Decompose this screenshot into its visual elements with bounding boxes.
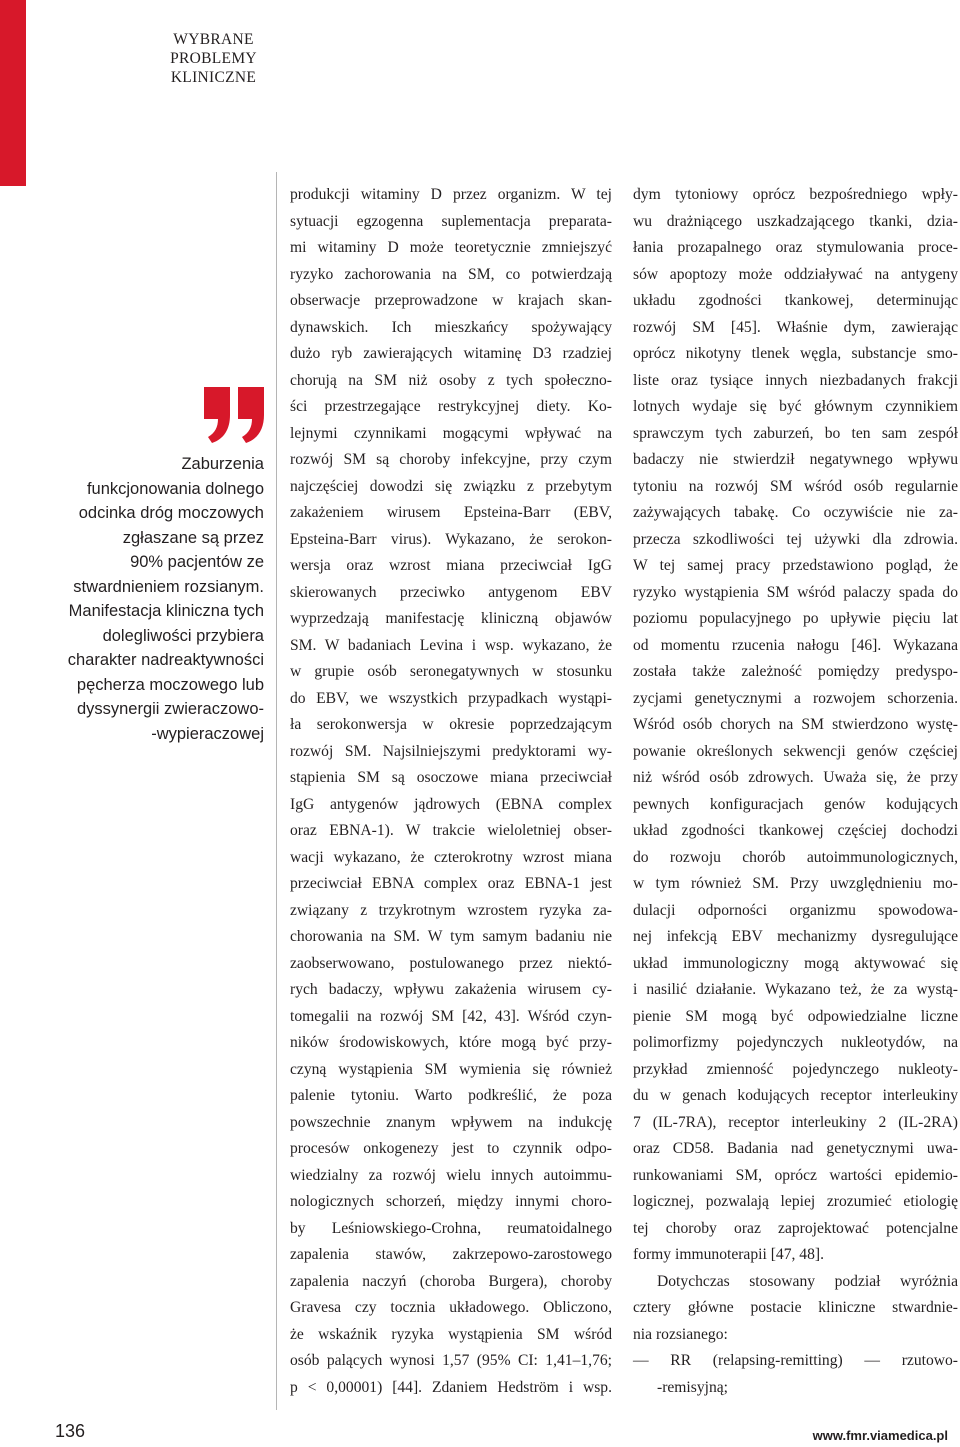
text-line: w grupie osób seronegatywnych w stosunku [290,663,612,680]
text-line: zapalenia naczyń (choroba Burgera), choroby [290,1272,612,1290]
text-line: związany z trzykrotnym wzrostem ryzyka za- [290,901,612,919]
text-line: przykład zmienność pojedynczego nukleoty- [633,1060,958,1078]
text-line: układ immunologiczny mogą aktywować się [633,954,958,972]
text-line: zażywających tabakę. Co oczywiście nie za- [633,504,958,521]
text-line: procesów onkogenezy jest to czynnik odpo- [290,1140,612,1157]
text-line: ników środowiskowych, które mogą być przy- [290,1034,612,1051]
accent-bar [0,0,26,186]
text-line: chorowania na SM. W tym samym badaniu nie [290,928,612,945]
text-line: dużo ryb zawierających witaminę D3 rzadziej [290,345,612,362]
page-number: 136 [55,1421,86,1441]
text-line: wersja oraz wzrost miana przeciwciał IgG [290,557,612,574]
text-line: sów apoptozy może oddziaływać na antygeny [633,265,958,283]
text-line: do EBV, we wszystkich przypadkach wystąpi- [290,689,612,707]
text-line: dynawskich. Ich mieszkańcy spożywający [290,318,612,336]
text-line: skierowanych przeciwko antygenom EBV [290,583,612,601]
text-line: Gravesa czy tocznia układowego. Obliczono, [290,1299,612,1316]
text-line: by Leśniowskiego-Crohna, reumatoidalnego [290,1219,612,1237]
text-line: obserwacje przeprowadzone w krajach skan- [290,292,612,309]
text-line: i nasilić działanie. Wykazano też, że za wystą- [633,981,958,998]
text-line: przeciwciał EBNA complex oraz EBNA-1 jest [290,875,612,892]
text-line: W tej samej pracy przedstawiono pogląd, że [633,557,958,574]
text-line: formy immunoterapii [47, 48]. [633,1246,824,1263]
text-line: rych badaczy, wpływu zakażenia wirusem cy- [290,981,612,998]
text-line: Epsteina-Barr virus). Wykazano, że serokon- [290,530,612,548]
text-line: sprawczym tych zaburzeń, bo ten sam zespół [633,424,958,442]
text-line: poziomu populacyjnego po upływie pięciu lat [633,610,958,627]
text-line: została także zależność pomiędzy predyspo- [633,663,958,680]
text-line: osób palących wynosi 1,57 (95% CI: 1,41–1,76; [290,1352,612,1369]
text-line: dulacji odporności organizmu spowodowa- [633,901,958,919]
text-line: wyprzedzają manifestację kliniczną objawów [290,610,612,627]
text-line: czyną wystąpienia SM wymienia się również [290,1060,612,1078]
text-line: łania prozapalnego oraz stymulowania proce- [633,239,958,256]
text-line: palenie tytoniu. Warto podkreślić, że poza [290,1087,612,1104]
text-line: zaobserwowano, postulowanego przez niektó- [290,954,612,972]
text-line: układu zgodności tkankowej, determinując [633,292,958,309]
text-line: oraz CD58. Badania nad genetycznymi uwa- [633,1140,958,1157]
text-line: niż wśród osób zdrowych. Uważa się, że przy [633,769,958,786]
text-line: sytuacji egzogenna suplementacja preparata- [290,212,612,230]
text-line: przecza szkodliwości tej używki dla zdrowia. [633,530,958,548]
text-line: powanie określonych sekwencji genów częściej [633,742,958,760]
text-line: stąpienia SM są osoczowe miana przeciwciał [290,769,612,786]
text-line: wacji wykazano, że czterokrotny wzrost miana [290,848,612,866]
text-line: Wśród osób chorych na SM stwierdzono wystę- [633,716,958,733]
text-line: lejnymi czynnikami mogącymi wpływać na [290,424,612,442]
website-url: www.fmr.viamedica.pl [812,1428,948,1443]
pull-quote: Zaburzenia funkcjonowania dolnego odcinka dróg moczowych zgłaszane są przez 90% pacjentów ze stwardnieniem rozsianym. Manifestacja kliniczna tych dolegliwości przybiera charakter nadreaktywności pęcherza moczowego lub dyssynergii zwieraczowo- -wypieraczowej [67,455,264,743]
text-line: pewnych konfiguracjach genów kodujących [633,795,958,813]
text-line: 7 (IL-7RA), receptor interleukiny 2 (IL-2RA) [633,1113,958,1131]
text-line: w tym również SM. Przy uwzględnieniu mo- [633,875,958,892]
text-line: oraz EBNA-1). W trakcie wieloletniej obser- [290,822,612,839]
text-line: liste oraz tysiące innych niezbadanych frakcji [633,371,958,389]
body-column-2 [633,182,958,1401]
text-line: runkowaniami SM, oprócz wartości epidemio- [633,1166,958,1184]
text-line: zapalenia stawów, zakrzepowo-zarostowego [290,1246,612,1263]
text-line: wu drażniącego uszkadzającego tkanki, dzia- [633,212,958,230]
text-line: układ zgodności tkankowej częściej dochodzi [633,822,958,839]
text-line: najczęściej dowodzi się związku z przebytym [290,477,612,495]
text-line: dym tytoniowy oprócz bezpośredniego wpły- [633,186,958,203]
text-line: pienie SM mogą być odpowiedzialne liczne [633,1007,958,1025]
text-line: cztery główne postacie kliniczne stwardnie- [633,1299,958,1316]
text-line: logicznej, pozwalają lepiej zrozumieć etiologię [633,1193,958,1210]
text-line: do rozwoju chorób autoimmunologicznych, [633,848,958,866]
body-column-1 [290,182,612,1401]
text-line: IgG antygenów jądrowych (EBNA complex [290,795,612,813]
text-line: nologicznych schorzeń, między innymi choro- [290,1193,612,1210]
list-item: — RR (relapsing-remitting) — rzutowo- [633,1352,958,1369]
text-line: mi witaminy D może teoretycznie zmniejszyć [290,239,612,256]
text-line: SM. W badaniach Levina i wsp. wykazano, że [290,636,612,654]
text-line: chorują na SM niż osoby z tych społeczno- [290,371,612,389]
text-line: zakażeniem wirusem Epsteina-Barr (EBV, [290,504,612,521]
closing-quote-icon [200,385,270,445]
text-line: rozwój SM. Najsilniejszymi predyktorami wy- [290,742,612,760]
text-line: oprócz nikotyny tlenek węgla, substancje smo- [633,345,958,362]
text-line: polimorfizmy pojedynczych nukleotydów, na [633,1034,958,1051]
section-label: WYBRANE PROBLEMY KLINICZNE [170,31,257,86]
list-item-continuation: -remisyjną; [657,1378,729,1396]
text-line: że wskaźnik ryzyka wystąpienia SM wśród [290,1325,612,1343]
text-line: zycjami genetycznymi a rozwojem schorzenia. [633,689,958,707]
text-line: tomegalii na rozwój SM [42, 43]. Wśród czyn- [290,1007,612,1025]
text-line: rozwój SM są choroby infekcyjne, przy czym [290,451,612,468]
text-line: rozwój SM [45]. Właśnie dym, zawierając [633,318,958,336]
text-line: du w genach kodujących receptor interleukiny [633,1087,958,1104]
text-line: tej choroby oraz zaprojektować potencjalne [633,1219,958,1237]
text-line: nia rozsianego: [633,1325,728,1343]
text-line: wiedzialny za rozwój wielu innych autoimmu- [290,1166,612,1184]
text-line: ści przestrzegające restrykcyjnej diety. Ko- [290,398,612,415]
text-line: produkcji witaminy D przez organizm. W tej [290,186,612,203]
text-line: nej infekcją EBV mechanizmy dysregulujące [633,928,958,945]
text-line: ła serokonwersja w okresie poprzedzającym [290,716,612,733]
text-line: tytoniu na rozwój SM wśród osób regularnie [633,477,958,495]
text-line: ryzyko wystąpienia SM wśród palaczy spada do [633,583,958,601]
text-line: od momentu rzucenia nałogu [46]. Wykazana [633,636,958,654]
column-divider [276,172,277,1410]
text-line: badaczy nie stwierdził negatywnego wpływu [633,451,958,468]
text-line: p < 0,00001) [44]. Zdaniem Hedström i wsp. [290,1378,612,1396]
text-line: lotnych wydaje się być głównym czynnikiem [633,398,958,415]
text-line: powszechnie znanym wpływem na indukcję [290,1113,612,1131]
text-line: ryzyko zachorowania na SM, co potwierdzają [290,265,612,283]
text-line: Dotychczas stosowany podział wyróżnia [657,1272,958,1290]
